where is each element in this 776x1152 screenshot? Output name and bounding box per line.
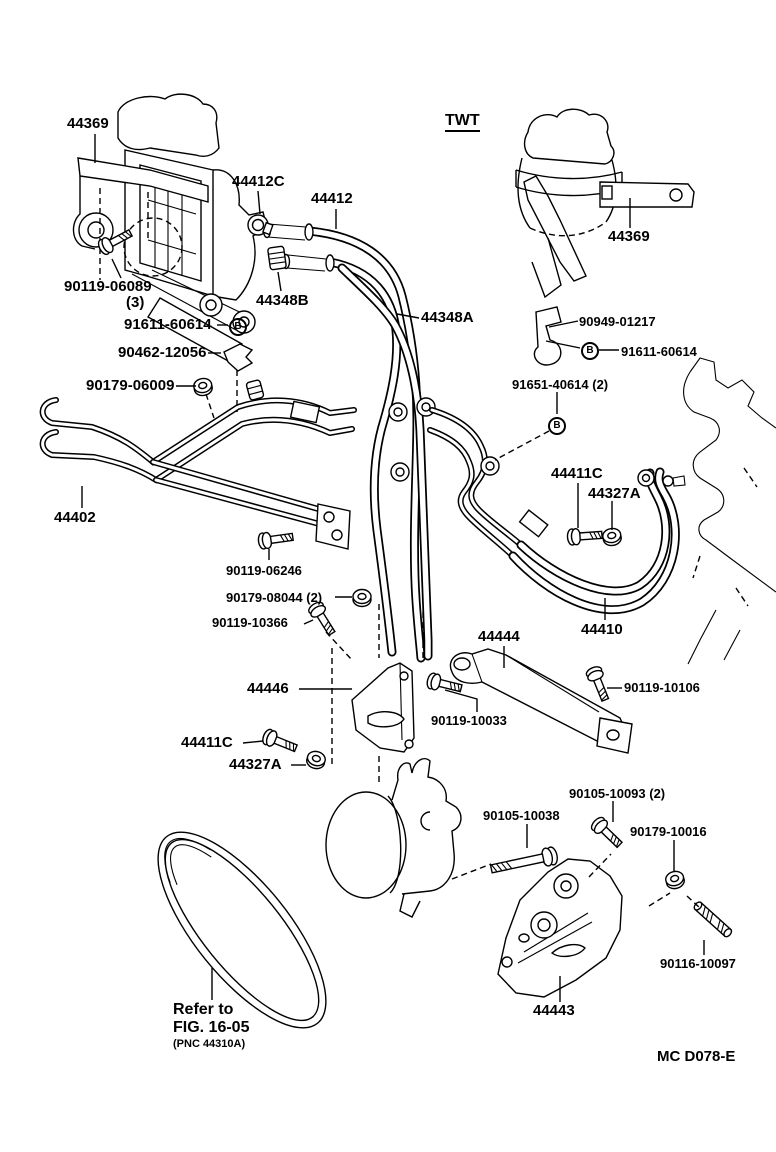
part-label-44348b: 44348B — [256, 292, 309, 309]
part-label-90119-06089-qty: (3) — [126, 294, 145, 311]
tube-clamp-icon-90462 — [224, 344, 252, 371]
part-label-44369-reservoir: 44369 — [608, 228, 650, 245]
bolt-icon-90119-10106 — [585, 665, 613, 703]
spring-clamp-icon-44348b — [268, 246, 287, 270]
part-label-90105-10093: 90105-10093 (2) — [569, 786, 666, 801]
pressure-hose-44410 — [430, 410, 685, 610]
drive-belt — [130, 807, 354, 1053]
part-label-90119-10033: 90119-10033 — [431, 713, 507, 728]
nut-marker-b-icon-left: B — [229, 318, 247, 336]
bolt-icon-44411c-right — [567, 527, 603, 545]
gasket-icon-44327a-right — [602, 527, 623, 547]
part-label-90119-06246: 90119-06246 — [226, 563, 302, 578]
reservoir-tube-clamp — [534, 307, 561, 365]
nut-marker-b-icon-right: B — [581, 342, 599, 360]
hose-clamp-icon-44412c — [248, 215, 273, 235]
assembly-dashed-lines — [206, 370, 701, 909]
part-label-90179-08044: 90179-08044 (2) — [226, 590, 323, 605]
part-label-44348a: 44348A — [421, 309, 474, 326]
part-label-44327a-left: 44327A — [229, 756, 282, 773]
part-label-44402: 44402 — [54, 509, 96, 526]
part-label-90119-10366: 90119-10366 — [212, 615, 288, 630]
nut-icon-90179-06009 — [193, 377, 214, 397]
bolt-icon-90105-10093 — [589, 815, 625, 850]
nut-marker-b-icon-pair: B — [548, 417, 566, 435]
part-label-90116-10097: 90116-10097 — [660, 956, 736, 971]
part-label-91611-60614-left: 91611-60614 — [124, 316, 212, 333]
belt-reference-line1: Refer to — [173, 1001, 234, 1018]
part-label-44444: 44444 — [478, 628, 520, 645]
power-steering-pump — [326, 759, 461, 917]
part-label-44412c: 44412C — [232, 173, 285, 190]
part-label-44411c-right: 44411C — [551, 465, 603, 482]
bolt-icon-90119-06246 — [257, 529, 293, 550]
part-label-44410: 44410 — [581, 621, 623, 638]
part-label-90949-01217: 90949-01217 — [579, 314, 656, 329]
part-label-90105-10038: 90105-10038 — [483, 808, 560, 823]
nut-icon-90179-08044 — [353, 590, 371, 607]
part-label-44412: 44412 — [311, 190, 353, 207]
part-label-44446: 44446 — [247, 680, 289, 697]
pump-rear-bracket-44446 — [352, 663, 414, 752]
part-label-44327a-right: 44327A — [588, 485, 641, 502]
belt-reference-line3: (PNC 44310A) — [173, 1038, 246, 1050]
drawing-code: MC D078-E — [657, 1048, 736, 1065]
belt-reference-line2: FIG. 16-05 — [173, 1019, 250, 1036]
part-label-91611-60614-right: 91611-60614 — [621, 344, 697, 359]
bolt-icon-44411c-left — [261, 728, 299, 756]
part-label-90119-10106: 90119-10106 — [624, 680, 700, 695]
part-label-44411c-left: 44411C — [181, 734, 233, 751]
variant-note-twt: TWT — [445, 113, 480, 132]
steering-gear-outline — [684, 358, 776, 664]
pipe-clamp-icon — [246, 379, 264, 400]
part-label-90179-10016: 90179-10016 — [630, 824, 707, 839]
part-label-44443: 44443 — [533, 1002, 575, 1019]
part-label-91651-40614: 91651-40614 (2) — [512, 377, 609, 392]
part-label-90179-06009: 90179-06009 — [86, 377, 175, 394]
gasket-icon-44327a-left — [305, 749, 327, 770]
reservoir-assembly — [516, 109, 694, 297]
nut-icon-90179-10016 — [664, 869, 686, 890]
part-label-44369-front: 44369 — [67, 115, 109, 132]
part-label-90462-12056: 90462-12056 — [118, 344, 207, 361]
part-label-90119-06089: 90119-06089 — [64, 278, 152, 295]
